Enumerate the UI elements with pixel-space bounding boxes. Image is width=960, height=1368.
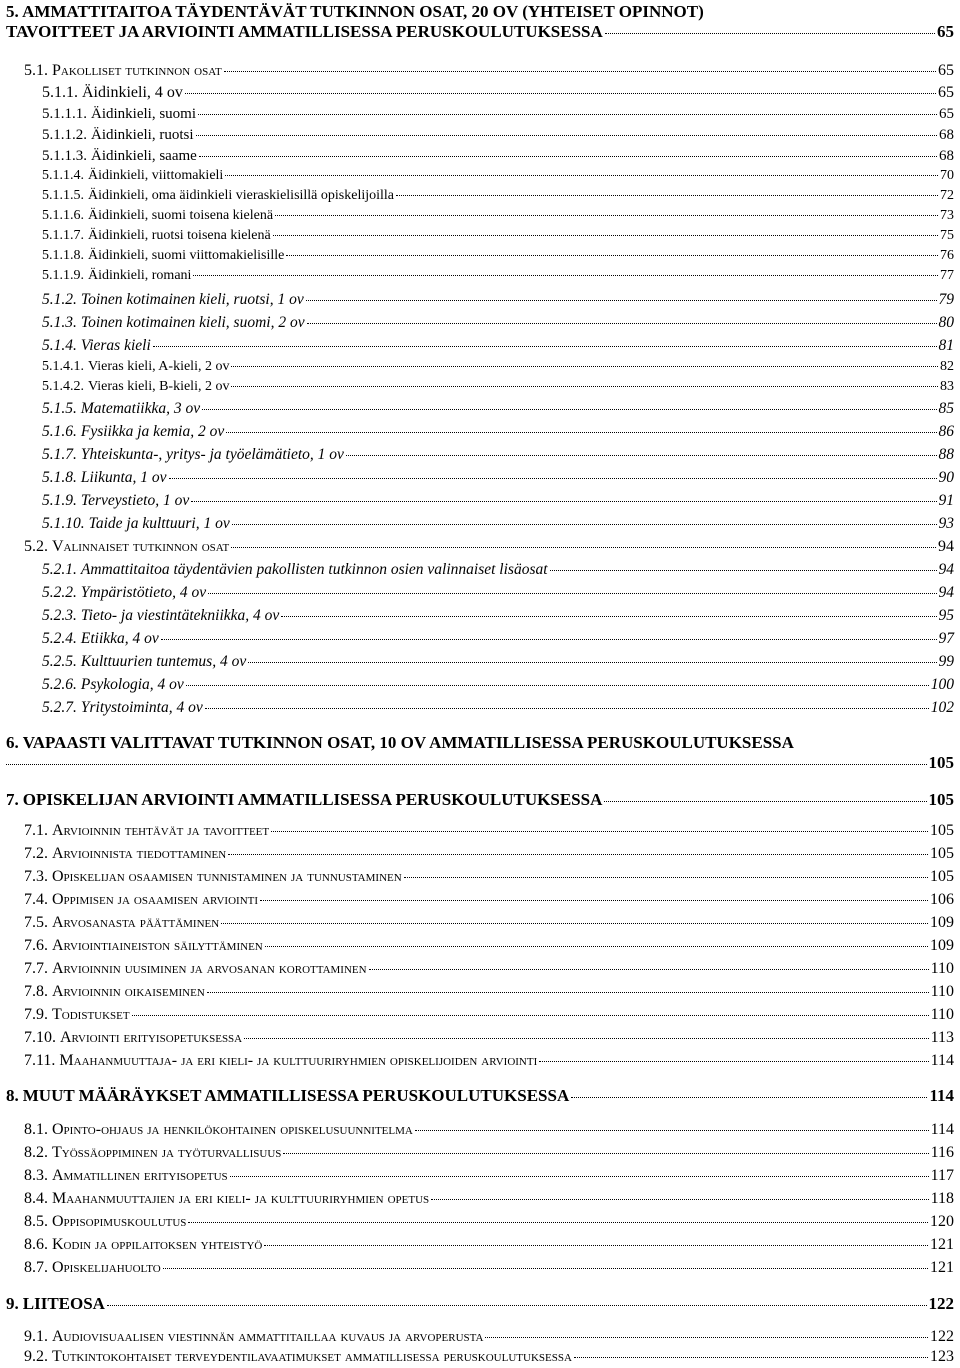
toc-entry[interactable]: 8.6. Kodin ja oppilaitoksen yhteistyö 121 (24, 1236, 954, 1253)
toc-entry[interactable]: 5.1.4. Vieras kieli 81 (42, 337, 954, 354)
toc-entry[interactable]: 7.11. Maahanmuuttaja- ja eri kieli- ja kulttuuriryhmien opiskelijoiden arviointi 114 (24, 1052, 954, 1069)
toc-entry[interactable]: 5.1.1.3. Äidinkieli, saame 68 (42, 148, 954, 164)
toc-chapter-8[interactable]: 8. MUUT MÄÄRÄYKSET AMMATILLISESSA PERUSKOULUTUKSESSA 114 (6, 1086, 954, 1105)
toc-entry[interactable]: 5.2. Valinnaiset tutkinnon osat 94 (24, 538, 954, 555)
toc-entry[interactable]: 5.2.6. Psykologia, 4 ov 100 (42, 676, 954, 693)
toc-entry[interactable]: 5.1.6. Fysiikka ja kemia, 2 ov 86 (42, 423, 954, 440)
toc-entry[interactable]: 7.1. Arvioinnin tehtävät ja tavoitteet 105 (24, 822, 954, 839)
toc-entry[interactable]: 5.1.10. Taide ja kulttuuri, 1 ov 93 (42, 515, 954, 532)
toc-entry[interactable]: 5.1.1.8. Äidinkieli, suomi viittomakielisille 76 (42, 248, 954, 263)
toc-chapter-title: 6. VAPAASTI VALITTAVAT TUTKINNON OSAT, 10 OV AMMATILLISESSA PERUSKOULUTUKSESSA (6, 733, 794, 752)
toc-page-number: 105 (928, 752, 954, 772)
toc-entry[interactable]: 5.2.5. Kulttuurien tuntemus, 4 ov 99 (42, 653, 954, 670)
toc-chapter-6[interactable] (6, 733, 954, 772)
toc-entry[interactable]: 8.1. Opinto-ohjaus ja henkilökohtainen opiskelusuunnitelma 114 (24, 1121, 954, 1138)
toc-entry[interactable]: 9.1. Audiovisuaalisen viestinnän ammattitaillaa kuvaus ja arvoperusta 122 (24, 1328, 954, 1345)
toc-entry[interactable]: 7.4. Oppimisen ja osaamisen arviointi 106 (24, 891, 954, 908)
toc-entry[interactable]: 7.7. Arvioinnin uusiminen ja arvosanan korottaminen 110 (24, 960, 954, 977)
toc-entry[interactable]: 5.2.4. Etiikka, 4 ov 97 (42, 630, 954, 647)
toc-chapter-title: AMMATTITAITOA TÄYDENTÄVÄT TUTKINNON OSAT, 20 OV (YHTEISET OPINNOT) (22, 2, 704, 21)
toc-entry[interactable]: 7.8. Arvioinnin oikaiseminen 110 (24, 983, 954, 1000)
toc-entry[interactable]: 5.1.1. Äidinkieli, 4 ov 65 (42, 84, 954, 101)
toc-entry[interactable]: 5.2.2. Ympäristötieto, 4 ov 94 (42, 584, 954, 601)
toc-entry[interactable]: 5.1.7. Yhteiskunta-, yritys- ja työelämätieto, 1 ov 88 (42, 446, 954, 463)
toc-entry[interactable]: 5.1.4.1. Vieras kieli, A-kieli, 2 ov 82 (42, 359, 954, 374)
toc-entry[interactable]: 5.1.1.5. Äidinkieli, oma äidinkieli vieraskielisillä opiskelijoilla 72 (42, 188, 954, 203)
leader-dots (6, 764, 927, 765)
toc-entry[interactable]: 5.1.9. Terveystieto, 1 ov 91 (42, 492, 954, 509)
toc-entry[interactable]: 7.2. Arvioinnista tiedottaminen 105 (24, 845, 954, 862)
toc-entry[interactable]: 8.2. Työssäoppiminen ja työturvallisuus 116 (24, 1144, 954, 1161)
toc-entry[interactable]: 5.2.1. Ammattitaitoa täydentävien pakollisten tutkinnon osien valinnaiset lisäosat 94 (42, 561, 954, 578)
toc-entry[interactable]: 5.1.1.7. Äidinkieli, ruotsi toisena kielenä 75 (42, 228, 954, 243)
toc-chapter-7[interactable]: 7. OPISKELIJAN ARVIOINTI AMMATILLISESSA PERUSKOULUTUKSESSA 105 (6, 790, 954, 809)
toc-entry[interactable]: 5.1.5. Matematiikka, 3 ov 85 (42, 400, 954, 417)
toc-chapter-5[interactable] (6, 2, 954, 41)
toc-entry[interactable]: 7.10. Arviointi erityisopetuksessa 113 (24, 1029, 954, 1046)
toc-entry[interactable]: 7.6. Arviointiaineiston säilyttäminen 109 (24, 937, 954, 954)
toc-entry[interactable]: 5.1.1.6. Äidinkieli, suomi toisena kielenä 73 (42, 208, 954, 223)
toc-entry[interactable]: 5.1.4.2. Vieras kieli, B-kieli, 2 ov 83 (42, 379, 954, 394)
toc-entry[interactable]: 5.2.3. Tieto- ja viestintätekniikka, 4 ov 95 (42, 607, 954, 624)
toc-page-number: 65 (937, 21, 954, 41)
leader-dots (605, 33, 935, 34)
toc-entry[interactable]: 5.1.8. Liikunta, 1 ov 90 (42, 469, 954, 486)
toc-entry[interactable]: 8.5. Oppisopimuskoulutus 120 (24, 1213, 954, 1230)
toc-entry[interactable]: 5.1.1.1. Äidinkieli, suomi 65 (42, 106, 954, 122)
toc-entry[interactable]: 7.9. Todistukset 110 (24, 1006, 954, 1023)
toc-entry[interactable]: 9.2. Tutkintokohtaiset terveydentilavaatimukset ammatillisessa peruskoulutuksessa 123 (24, 1348, 954, 1365)
toc-entry[interactable]: 5.1.1.2. Äidinkieli, ruotsi 68 (42, 127, 954, 143)
toc-entry[interactable]: 7.3. Opiskelijan osaamisen tunnistaminen ja tunnustaminen 105 (24, 868, 954, 885)
toc-entry[interactable]: 5.1.2. Toinen kotimainen kieli, ruotsi, 1 ov 79 (42, 291, 954, 308)
toc-entry[interactable]: 5.1. Pakolliset tutkinnon osat 65 (24, 62, 954, 79)
toc-chapter-9[interactable]: 9. LIITEOSA 122 (6, 1294, 954, 1313)
toc-entry[interactable]: 5.1.3. Toinen kotimainen kieli, suomi, 2 ov 80 (42, 314, 954, 331)
toc-chapter-number: 5. (6, 2, 19, 21)
toc-entry[interactable]: 5.2.7. Yritystoiminta, 4 ov 102 (42, 699, 954, 716)
toc-entry[interactable]: 5.1.1.9. Äidinkieli, romani 77 (42, 268, 954, 283)
toc-chapter-title-cont: TAVOITTEET JA ARVIOINTI AMMATILLISESSA PERUSKOULUTUKSESSA (6, 21, 603, 41)
toc-entry[interactable]: 7.5. Arvosanasta päättäminen 109 (24, 914, 954, 931)
toc-entry[interactable]: 8.3. Ammatillinen erityisopetus 117 (24, 1167, 954, 1184)
toc-entry[interactable]: 8.7. Opiskelijahuolto 121 (24, 1259, 954, 1276)
toc-entry[interactable]: 8.4. Maahanmuuttajien ja eri kieli- ja kulttuuriryhmien opetus 118 (24, 1190, 954, 1207)
toc-entry[interactable]: 5.1.1.4. Äidinkieli, viittomakieli 70 (42, 168, 954, 183)
